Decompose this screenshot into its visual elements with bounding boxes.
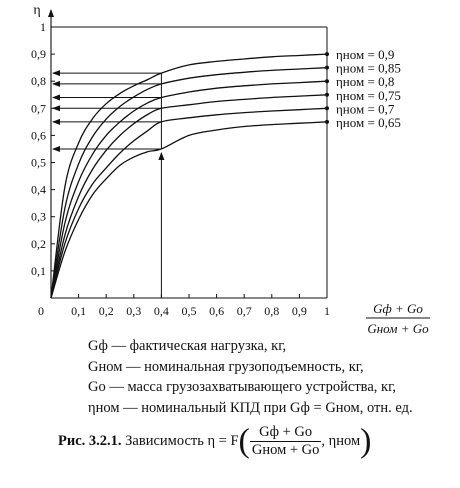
- series-end-point: [325, 52, 329, 56]
- y-tick-label: 0,6: [31, 128, 46, 143]
- y-tick-label: 0,4: [31, 182, 46, 197]
- y-tick-label: 0,1: [31, 263, 46, 278]
- curves: [51, 52, 329, 298]
- series-line: [51, 95, 327, 298]
- series-line: [51, 122, 327, 298]
- series-end-point: [325, 79, 329, 83]
- right-paren: ): [360, 422, 372, 460]
- series-line: [51, 68, 327, 298]
- left-paren: (: [238, 422, 250, 460]
- x-tick-label: 0,6: [209, 304, 225, 318]
- legend-symbol: ηном: [88, 399, 120, 416]
- legend-text: — номинальная грузоподъемность, кг,: [126, 358, 364, 375]
- series-label: ηном = 0,8: [336, 74, 395, 90]
- y-tick-label: 0,2: [31, 236, 46, 251]
- legend-symbol: Gном: [88, 358, 123, 375]
- x-axis-label-numerator: Gф + Gо: [373, 301, 423, 316]
- fraction-numerator: Gф + Gо: [250, 424, 322, 442]
- series-label: ηном = 0,75: [336, 87, 401, 103]
- legend-row-eta-nom: [88, 398, 458, 419]
- figure-caption: [58, 424, 458, 474]
- y-tick-label: 0,3: [31, 209, 46, 224]
- x-tick-label: 0,7: [236, 304, 252, 318]
- formula-lhs: η = F: [207, 432, 239, 449]
- y-tick-label: 0,9: [31, 47, 46, 62]
- series-line: [51, 54, 327, 298]
- x-tick-label: 0,2: [98, 304, 114, 318]
- formula-second-arg: , ηном: [321, 432, 361, 449]
- series-end-point: [325, 106, 329, 110]
- x-tick-label: 0,8: [264, 304, 280, 318]
- legend-row-g-f: [88, 336, 458, 357]
- figure-number: Рис. 3.2.1.: [58, 432, 122, 449]
- legend-text: — масса грузозахватывающего устройства, кг,: [109, 379, 397, 395]
- series-end-point: [325, 66, 329, 70]
- fraction-denominator: Gном + Gо: [251, 442, 320, 458]
- series-line: [51, 81, 327, 298]
- series-end-point: [325, 120, 329, 124]
- labels: [31, 3, 430, 336]
- x-tick-label: 0,3: [126, 304, 142, 318]
- series-end-point: [325, 93, 329, 97]
- legend-text: — номинальный КПД при Gф = Gном, отн. ед.: [123, 399, 413, 416]
- legend-row-g-nom: [88, 357, 458, 378]
- series-label: ηном = 0,65: [336, 114, 401, 130]
- x-tick-label: 0,4: [153, 304, 169, 318]
- y-tick-label: 0,7: [31, 101, 46, 116]
- series-label: ηном = 0,85: [336, 60, 401, 76]
- x-tick-label: 0,9: [291, 304, 307, 318]
- origin-label: 0: [38, 304, 44, 318]
- y-tick-label: 1: [40, 20, 46, 34]
- guide-arrows: [53, 73, 161, 298]
- legend-symbol: Gо: [88, 379, 106, 395]
- caption-fraction: [250, 424, 322, 459]
- caption-text: Зависимость: [125, 432, 204, 449]
- legend-text: — фактическая нагрузка, кг,: [111, 338, 287, 354]
- y-tick-label: 0,5: [31, 155, 46, 170]
- x-tick-label: 0,1: [71, 304, 87, 318]
- legend-row-g-o: [88, 377, 458, 398]
- x-axis-label-denominator: Gном + Gо: [367, 321, 429, 336]
- x-tick-label: 0,5: [181, 304, 197, 318]
- legend-symbol: Gф: [88, 338, 108, 354]
- y-tick-label: 0,8: [31, 74, 46, 89]
- x-tick-label: 1: [324, 304, 330, 318]
- y-axis-label: η: [33, 3, 41, 18]
- series-label: ηном = 0,7: [336, 101, 395, 117]
- series-label: ηном = 0,9: [336, 47, 395, 63]
- legend: [88, 336, 458, 418]
